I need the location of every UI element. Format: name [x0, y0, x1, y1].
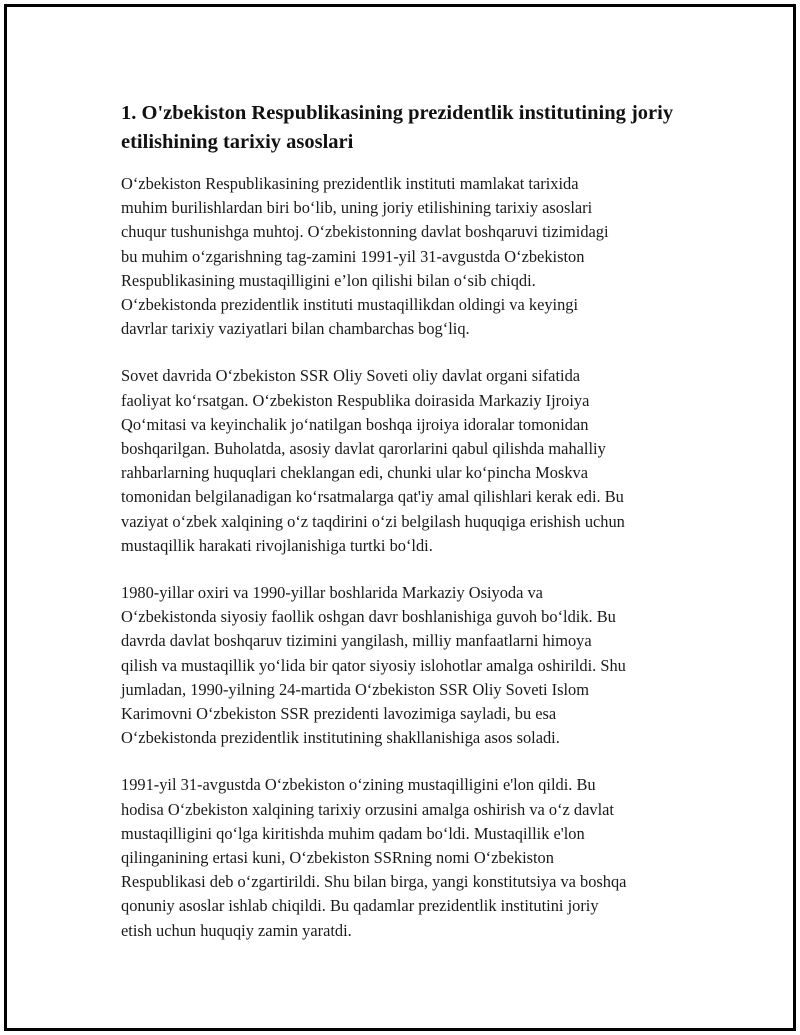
paragraph-3 — [121, 581, 701, 750]
text-line: Qo‘mitasi va keyinchalik jo‘natilgan boshqa ijroiya idoralar tomonidan — [121, 414, 589, 434]
text-line: qilish va mustaqillik yo‘lida bir qator siyosiy islohotlar amalga oshirildi. Shu — [121, 655, 626, 675]
text-line: tomonidan belgilanadigan ko‘rsatmalarga qat'iy amal qilishlari kerak edi. Bu — [121, 487, 624, 507]
text-line: Sovet davrida O‘zbekiston SSR Oliy Soveti oliy davlat organi sifatida — [121, 366, 581, 386]
text-line: O‘zbekistonda siyosiy faollik oshgan davr boshlanishiga guvoh bo‘ldik. Bu — [121, 607, 616, 627]
text-line: 1991-yil 31-avgustda O‘zbekiston o‘zining mustaqilligini e'lon qildi. Bu — [121, 775, 596, 795]
page-frame — [4, 4, 796, 1031]
text-line: boshqarilgan. Buholatda, asosiy davlat qarorlarini qabul qilishda mahalliy — [121, 439, 606, 459]
document-body — [121, 99, 701, 966]
text-line: qilinganining ertasi kuni, O‘zbekiston SSRning nomi O‘zbekiston — [121, 848, 554, 868]
text-line: 1980-yillar oxiri va 1990-yillar boshlarida Markaziy Osiyoda va — [121, 583, 543, 603]
text-line: mustaqilligini qo‘lga kiritishda muhim qadam bo‘ldi. Mustaqillik e'lon — [121, 823, 585, 843]
text-line: faoliyat ko‘rsatgan. O‘zbekiston Respublika doirasida Markaziy Ijroiya — [121, 390, 590, 410]
text-line: etish uchun huquqiy zamin yaratdi. — [121, 920, 352, 940]
text-line: mustaqillik harakati rivojlanishiga turtki bo‘ldi. — [121, 535, 433, 555]
text-line: hodisa O‘zbekiston xalqining tarixiy orzusini amalga oshirish va o‘z davlat — [121, 799, 614, 819]
text-line: qonuniy asoslar ishlab chiqildi. Bu qadamlar prezidentlik institutini joriy — [121, 896, 599, 916]
text-line: O‘zbekistonda prezidentlik instituti mustaqillikdan oldingi va keyingi — [121, 295, 579, 315]
text-line: O‘zbekiston Respublikasining prezidentlik instituti mamlakat tarixida — [121, 174, 579, 193]
text-line: O‘zbekistonda prezidentlik institutining shakllanishiga asos soladi. — [121, 728, 560, 748]
paragraph-2 — [121, 364, 701, 558]
text-line: rahbarlarning huquqlari cheklangan edi, chunki ular ko‘pincha Moskva — [121, 463, 588, 483]
text-line: muhim burilishlardan biri bo‘lib, uning joriy etilishining tarixiy asoslari — [121, 198, 593, 218]
text-line: bu muhim o‘zgarishning tag-zamini 1991-yil 31-avgustda O‘zbekiston — [121, 246, 585, 266]
text-line: davrlar tarixiy vaziyatlari bilan chambarchas bog‘liq. — [121, 319, 470, 339]
text-line: chuqur tushunishga muhtoj. O‘zbekistonning davlat boshqaruvi tizimidagi — [121, 222, 609, 242]
text-line: Karimovni O‘zbekiston SSR prezidenti lavozimiga sayladi, bu esa — [121, 704, 557, 724]
text-line: vaziyat o‘zbek xalqining o‘z taqdirini o‘zi belgilash huquqiga erishish uchun — [121, 511, 625, 531]
heading-line: 1. O'zbekiston Respublikasining prezidentlik institutining joriy — [121, 102, 674, 124]
heading-line: etilishining tarixiy asoslari — [121, 131, 354, 153]
paragraph-4 — [121, 773, 701, 942]
paragraph-1 — [121, 172, 701, 341]
text-line: davrda davlat boshqaruv tizimini yangilash, milliy manfaatlarni himoya — [121, 631, 592, 651]
section-heading — [121, 99, 701, 157]
text-line: Respublikasining mustaqilligini e’lon qilishi bilan o‘sib chiqdi. — [121, 270, 536, 290]
text-line: Respublikasi deb o‘zgartirildi. Shu bilan birga, yangi konstitutsiya va boshqa — [121, 872, 627, 892]
text-line: jumladan, 1990-yilning 24-martida O‘zbekiston SSR Oliy Soveti Islom — [121, 679, 590, 699]
